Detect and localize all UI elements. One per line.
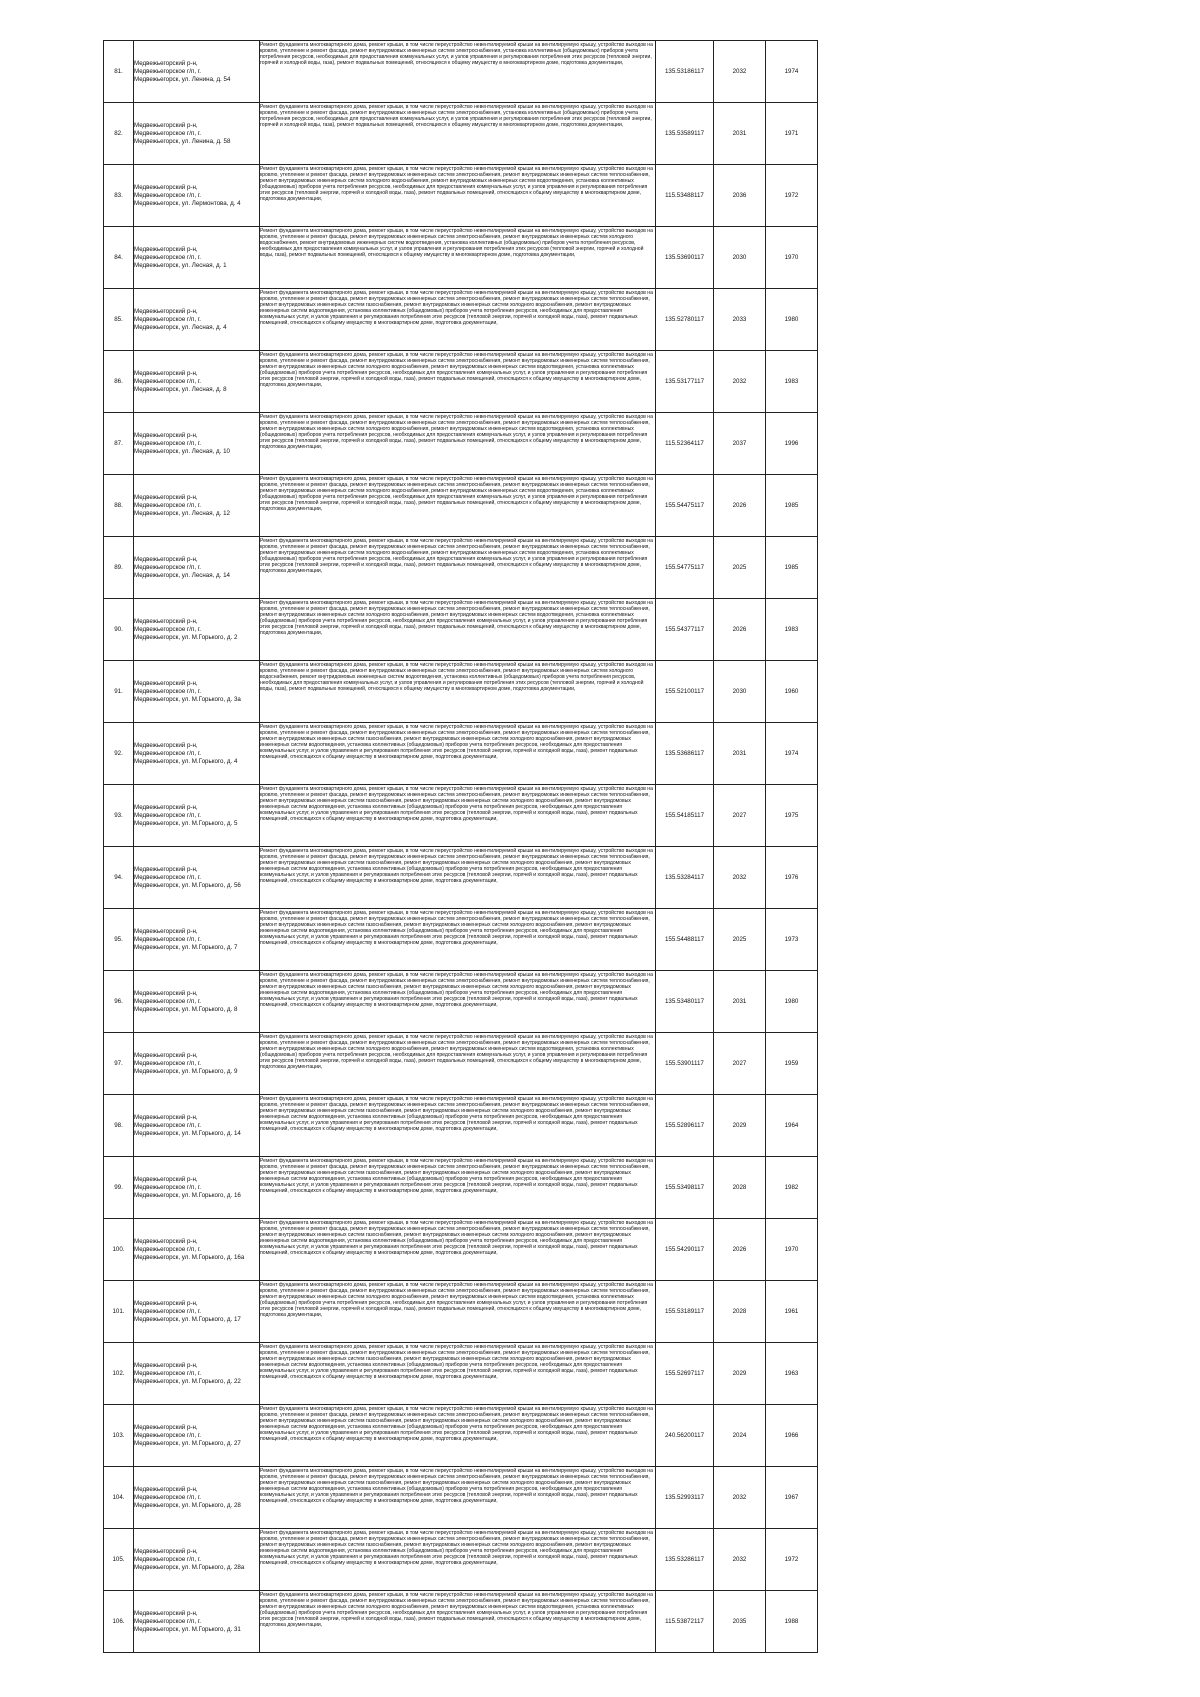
address-line: Медвежьегорск, ул. Лесная, д. 4 bbox=[134, 323, 227, 331]
table-row bbox=[104, 475, 818, 537]
address-line: Медвежьегорское г/п, г. bbox=[134, 1493, 201, 1501]
area-value: 135.53690117 bbox=[656, 227, 714, 289]
row-number: 101. bbox=[104, 1281, 134, 1343]
planned-year: 2031 bbox=[714, 723, 766, 785]
address-line: Медвежьегорское г/п, г. bbox=[134, 1369, 201, 1377]
build-year: 1983 bbox=[766, 599, 818, 661]
work-types-cell bbox=[260, 165, 656, 227]
planned-year: 2033 bbox=[714, 289, 766, 351]
row-number: 94. bbox=[104, 847, 134, 909]
build-year: 1980 bbox=[766, 289, 818, 351]
address-line: Медвежьегорск, ул. Лесная, д. 10 bbox=[134, 447, 230, 455]
address-line: Медвежьегорск, ул. М.Горького, д. 14 bbox=[134, 1129, 241, 1137]
address-line: Медвежьегорское г/п, г. bbox=[134, 563, 201, 571]
table-row bbox=[104, 41, 818, 103]
area-value: 155.52697117 bbox=[656, 1343, 714, 1405]
area-value: 155.54488117 bbox=[656, 909, 714, 971]
work-types-cell bbox=[260, 1157, 656, 1219]
address-cell bbox=[134, 1095, 260, 1157]
work-types-cell bbox=[260, 1591, 656, 1653]
table-row bbox=[104, 1033, 818, 1095]
address-cell bbox=[134, 227, 260, 289]
table-row bbox=[104, 165, 818, 227]
planned-year: 2027 bbox=[714, 785, 766, 847]
address-line: Медвежьегорское г/п, г. bbox=[134, 1059, 201, 1067]
address-line: Медвежьегорское г/п, г. bbox=[134, 1431, 201, 1439]
address-line: Медвежьегорское г/п, г. bbox=[134, 1245, 201, 1253]
address-line: Медвежьегорский р-н, bbox=[134, 59, 198, 67]
address-line: Медвежьегорское г/п, г. bbox=[134, 129, 201, 137]
build-year: 1983 bbox=[766, 351, 818, 413]
build-year: 1960 bbox=[766, 661, 818, 723]
row-number: 86. bbox=[104, 351, 134, 413]
row-number: 88. bbox=[104, 475, 134, 537]
area-value: 155.53901117 bbox=[656, 1033, 714, 1095]
row-number: 92. bbox=[104, 723, 134, 785]
planned-year: 2030 bbox=[714, 661, 766, 723]
address-cell bbox=[134, 785, 260, 847]
row-number: 84. bbox=[104, 227, 134, 289]
area-value: 240.56200117 bbox=[656, 1405, 714, 1467]
address-cell bbox=[134, 1529, 260, 1591]
table-row bbox=[104, 1591, 818, 1653]
planned-year: 2031 bbox=[714, 103, 766, 165]
address-cell bbox=[134, 1219, 260, 1281]
planned-year: 2028 bbox=[714, 1157, 766, 1219]
row-number: 103. bbox=[104, 1405, 134, 1467]
row-number: 96. bbox=[104, 971, 134, 1033]
work-types-cell bbox=[260, 1529, 656, 1591]
table-row bbox=[104, 413, 818, 475]
address-line: Медвежьегорский р-н, bbox=[134, 1113, 198, 1121]
row-number: 81. bbox=[104, 41, 134, 103]
build-year: 1974 bbox=[766, 41, 818, 103]
area-value: 155.52896117 bbox=[656, 1095, 714, 1157]
planned-year: 2032 bbox=[714, 1529, 766, 1591]
work-types-text: Ремонт фундамента многоквартирного дома, ремонт крыши, в том числе переустройство невентилируемой крыши на вентилируемую крышу, устройство выходов на кровлю, утепление и ремонт фасада, ремонт внутридомовых инженерных систем электроснабжения, ремонт внутридомовых инженерных систем теплоснабжения, ремонт внутридомовых инженерных систем холодного водоснабжения, ремонт внутридомовых инженерных систем водоотведения, установка коллективных (общедомовых) приборов учета потребления ресурсов, необходимых для предоставления коммунальных услуг, и узлов управления и регулирования потребления этих ресурсов (тепловой энергии, горячей и холодной воды, газа), ремонт подвальных помещений, относящихся к общему имуществу в многоквартирном доме, подготовка документации, bbox=[260, 1281, 653, 1319]
build-year: 1967 bbox=[766, 1467, 818, 1529]
planned-year: 2032 bbox=[714, 847, 766, 909]
build-year: 1980 bbox=[766, 971, 818, 1033]
address-cell bbox=[134, 1467, 260, 1529]
address-cell bbox=[134, 351, 260, 413]
table-row bbox=[104, 1219, 818, 1281]
address-line: Медвежьегорск, ул. М.Горького, д. 17 bbox=[134, 1315, 241, 1323]
build-year: 1966 bbox=[766, 1405, 818, 1467]
work-types-text: Ремонт фундамента многоквартирного дома, ремонт крыши, в том числе переустройство невентилируемой крыши на вентилируемую крышу, устройство выходов на кровлю, утепление и ремонт фасада, ремонт внутридомовых инженерных систем электроснабжения, ремонт внутридомовых инженерных систем теплоснабжения, ремонт внутридомовых инженерных систем газоснабжения, ремонт внутридомовых инженерных систем холодного водоснабжения, ремонт внутридомовых инженерных систем водоотведения, установка коллективных (общедомовых) приборов учета потребления ресурсов, необходимых для предоставления коммунальных услуг, и узлов управления и регулирования потребления этих ресурсов (тепловой энергии, горячей и холодной воды, газа), ремонт подвальных помещений, относящихся к общему имуществу в многоквартирном доме, подготовка документации, bbox=[260, 1219, 653, 1257]
planned-year: 2027 bbox=[714, 1033, 766, 1095]
address-line: Медвежьегорск, ул. М.Горького, д. 5 bbox=[134, 819, 238, 827]
table-row bbox=[104, 847, 818, 909]
planned-year: 2025 bbox=[714, 537, 766, 599]
row-number: 104. bbox=[104, 1467, 134, 1529]
work-types-text: Ремонт фундамента многоквартирного дома, ремонт крыши, в том числе переустройство невентилируемой крыши на вентилируемую крышу, устройство выходов на кровлю, утепление и ремонт фасада, ремонт внутридомовых инженерных систем электроснабжения, ремонт внутридомовых инженерных систем холодного водоснабжения, ремонт внутридомовых инженерных систем водоотведения, установка коллективных (общедомовых) приборов учета потребления ресурсов, необходимых для предоставления коммунальных услуг, и узлов управления и регулирования потребления этих ресурсов (тепловой энергии, горячей и холодной воды, газа), ремонт подвальных помещений, относящихся к общему имуществу в многоквартирном доме, подготовка документации, bbox=[260, 661, 653, 693]
work-types-text: Ремонт фундамента многоквартирного дома, ремонт крыши, в том числе переустройство невентилируемой крыши на вентилируемую крышу, устройство выходов на кровлю, утепление и ремонт фасада, ремонт внутридомовых инженерных систем электроснабжения, ремонт внутридомовых инженерных систем теплоснабжения, ремонт внутридомовых инженерных систем холодного водоснабжения, ремонт внутридомовых инженерных систем водоотведения, установка коллективных (общедомовых) приборов учета потребления ресурсов, необходимых для предоставления коммунальных услуг, и узлов управления и регулирования потребления этих ресурсов (тепловой энергии, горячей и холодной воды, газа), ремонт подвальных помещений, относящихся к общему имуществу в многоквартирном доме, подготовка документации, bbox=[260, 351, 653, 389]
work-types-text: Ремонт фундамента многоквартирного дома, ремонт крыши, в том числе переустройство невентилируемой крыши на вентилируемую крышу, устройство выходов на кровлю, утепление и ремонт фасада, ремонт внутридомовых инженерных систем электроснабжения, ремонт внутридомовых инженерных систем теплоснабжения, ремонт внутридомовых инженерных систем холодного водоснабжения, ремонт внутридомовых инженерных систем водоотведения, установка коллективных (общедомовых) приборов учета потребления ресурсов, необходимых для предоставления коммунальных услуг, и узлов управления и регулирования потребления этих ресурсов (тепловой энергии, горячей и холодной воды, газа), ремонт подвальных помещений, относящихся к общему имуществу в многоквартирном доме, подготовка документации, bbox=[260, 1033, 653, 1071]
area-value: 115.52364117 bbox=[656, 413, 714, 475]
address-cell bbox=[134, 1281, 260, 1343]
work-types-cell bbox=[260, 413, 656, 475]
address-line: Медвежьегорское г/п, г. bbox=[134, 67, 201, 75]
row-number: 93. bbox=[104, 785, 134, 847]
planned-year: 2036 bbox=[714, 165, 766, 227]
address-line: Медвежьегорский р-н, bbox=[134, 1299, 198, 1307]
address-line: Медвежьегорский р-н, bbox=[134, 741, 198, 749]
work-types-cell bbox=[260, 847, 656, 909]
work-types-text: Ремонт фундамента многоквартирного дома, ремонт крыши, в том числе переустройство невентилируемой крыши на вентилируемую крышу, устройство выходов на кровлю, утепление и ремонт фасада, ремонт внутридомовых инженерных систем электроснабжения, установка коллективных (общедомовых) приборов учета потребления ресурсов, необходимых для предоставления коммунальных услуг, и узлов управления и регулирования потребления этих ресурсов (тепловой энергии, горячей и холодной воды, газа), ремонт подвальных помещений, относящихся к общему имуществу в многоквартирном доме, подготовка документации, bbox=[260, 41, 653, 66]
work-types-text: Ремонт фундамента многоквартирного дома, ремонт крыши, в том числе переустройство невентилируемой крыши на вентилируемую крышу, устройство выходов на кровлю, утепление и ремонт фасада, ремонт внутридомовых инженерных систем электроснабжения, ремонт внутридомовых инженерных систем теплоснабжения, ремонт внутридомовых инженерных систем газоснабжения, ремонт внутридомовых инженерных систем холодного водоснабжения, ремонт внутридомовых инженерных систем водоотведения, установка коллективных (общедомовых) приборов учета потребления ресурсов, необходимых для предоставления коммунальных услуг, и узлов управления и регулирования потребления этих ресурсов (тепловой энергии, горячей и холодной воды, газа), ремонт подвальных помещений, относящихся к общему имуществу в многоквартирном доме, подготовка документации, bbox=[260, 289, 653, 327]
area-value: 135.53186117 bbox=[656, 41, 714, 103]
work-types-cell bbox=[260, 723, 656, 785]
build-year: 1985 bbox=[766, 475, 818, 537]
address-line: Медвежьегорское г/п, г. bbox=[134, 439, 201, 447]
area-value: 155.53498117 bbox=[656, 1157, 714, 1219]
work-types-text: Ремонт фундамента многоквартирного дома, ремонт крыши, в том числе переустройство невентилируемой крыши на вентилируемую крышу, устройство выходов на кровлю, утепление и ремонт фасада, ремонт внутридомовых инженерных систем электроснабжения, ремонт внутридомовых инженерных систем теплоснабжения, ремонт внутридомовых инженерных систем газоснабжения, ремонт внутридомовых инженерных систем холодного водоснабжения, ремонт внутридомовых инженерных систем водоотведения, установка коллективных (общедомовых) приборов учета потребления ресурсов, необходимых для предоставления коммунальных услуг, и узлов управления и регулирования потребления этих ресурсов (тепловой энергии, горячей и холодной воды, газа), ремонт подвальных помещений, относящихся к общему имуществу в многоквартирном доме, подготовка документации, bbox=[260, 1467, 653, 1505]
build-year: 1970 bbox=[766, 227, 818, 289]
table-row bbox=[104, 103, 818, 165]
address-line: Медвежьегорский р-н, bbox=[134, 121, 198, 129]
address-line: Медвежьегорский р-н, bbox=[134, 245, 198, 253]
address-line: Медвежьегорск, ул. М.Горького, д. 56 bbox=[134, 881, 241, 889]
address-line: Медвежьегорский р-н, bbox=[134, 1175, 198, 1183]
build-year: 1961 bbox=[766, 1281, 818, 1343]
table-row bbox=[104, 599, 818, 661]
address-line: Медвежьегорский р-н, bbox=[134, 555, 198, 563]
address-cell bbox=[134, 1033, 260, 1095]
address-line: Медвежьегорское г/п, г. bbox=[134, 997, 201, 1005]
address-line: Медвежьегорск, ул. М.Горького, д. 16 bbox=[134, 1191, 241, 1199]
address-cell bbox=[134, 847, 260, 909]
row-number: 90. bbox=[104, 599, 134, 661]
table-row bbox=[104, 1095, 818, 1157]
work-types-cell bbox=[260, 537, 656, 599]
repair-program-table bbox=[103, 40, 818, 1653]
address-cell bbox=[134, 289, 260, 351]
area-value: 155.54775117 bbox=[656, 537, 714, 599]
work-types-cell bbox=[260, 599, 656, 661]
address-cell bbox=[134, 971, 260, 1033]
work-types-text: Ремонт фундамента многоквартирного дома, ремонт крыши, в том числе переустройство невентилируемой крыши на вентилируемую крышу, устройство выходов на кровлю, утепление и ремонт фасада, ремонт внутридомовых инженерных систем электроснабжения, ремонт внутридомовых инженерных систем теплоснабжения, ремонт внутридомовых инженерных систем газоснабжения, ремонт внутридомовых инженерных систем холодного водоснабжения, ремонт внутридомовых инженерных систем водоотведения, установка коллективных (общедомовых) приборов учета потребления ресурсов, необходимых для предоставления коммунальных услуг, и узлов управления и регулирования потребления этих ресурсов (тепловой энергии, горячей и холодной воды, газа), ремонт подвальных помещений, относящихся к общему имуществу в многоквартирном доме, подготовка документации, bbox=[260, 1529, 653, 1567]
address-line: Медвежьегорский р-н, bbox=[134, 183, 198, 191]
table-row bbox=[104, 1281, 818, 1343]
row-number: 99. bbox=[104, 1157, 134, 1219]
address-cell bbox=[134, 1343, 260, 1405]
work-types-cell bbox=[260, 971, 656, 1033]
planned-year: 2024 bbox=[714, 1405, 766, 1467]
work-types-text: Ремонт фундамента многоквартирного дома, ремонт крыши, в том числе переустройство невентилируемой крыши на вентилируемую крышу, устройство выходов на кровлю, утепление и ремонт фасада, ремонт внутридомовых инженерных систем электроснабжения, ремонт внутридомовых инженерных систем холодного водоснабжения, ремонт внутридомовых инженерных систем водоотведения, установка коллективных (общедомовых) приборов учета потребления ресурсов, необходимых для предоставления коммунальных услуг, и узлов управления и регулирования потребления этих ресурсов (тепловой энергии, горячей и холодной воды, газа), ремонт подвальных помещений, относящихся к общему имуществу в многоквартирном доме, подготовка документации, bbox=[260, 227, 653, 259]
table-row bbox=[104, 289, 818, 351]
planned-year: 2037 bbox=[714, 413, 766, 475]
address-cell bbox=[134, 103, 260, 165]
work-types-text: Ремонт фундамента многоквартирного дома, ремонт крыши, в том числе переустройство невентилируемой крыши на вентилируемую крышу, устройство выходов на кровлю, утепление и ремонт фасада, ремонт внутридомовых инженерных систем электроснабжения, ремонт внутридомовых инженерных систем теплоснабжения, ремонт внутридомовых инженерных систем газоснабжения, ремонт внутридомовых инженерных систем холодного водоснабжения, ремонт внутридомовых инженерных систем водоотведения, установка коллективных (общедомовых) приборов учета потребления ресурсов, необходимых для предоставления коммунальных услуг, и узлов управления и регулирования потребления этих ресурсов (тепловой энергии, горячей и холодной воды, газа), ремонт подвальных помещений, относящихся к общему имуществу в многоквартирном доме, подготовка документации, bbox=[260, 847, 653, 885]
address-cell bbox=[134, 1157, 260, 1219]
planned-year: 2032 bbox=[714, 1467, 766, 1529]
area-value: 135.53177117 bbox=[656, 351, 714, 413]
table-row bbox=[104, 785, 818, 847]
address-line: Медвежьегорский р-н, bbox=[134, 493, 198, 501]
table-row bbox=[104, 537, 818, 599]
address-line: Медвежьегорское г/п, г. bbox=[134, 625, 201, 633]
planned-year: 2026 bbox=[714, 475, 766, 537]
work-types-cell bbox=[260, 41, 656, 103]
planned-year: 2026 bbox=[714, 599, 766, 661]
work-types-text: Ремонт фундамента многоквартирного дома, ремонт крыши, в том числе переустройство невентилируемой крыши на вентилируемую крышу, устройство выходов на кровлю, утепление и ремонт фасада, ремонт внутридомовых инженерных систем электроснабжения, ремонт внутридомовых инженерных систем теплоснабжения, ремонт внутридомовых инженерных систем газоснабжения, ремонт внутридомовых инженерных систем холодного водоснабжения, ремонт внутридомовых инженерных систем водоотведения, установка коллективных (общедомовых) приборов учета потребления ресурсов, необходимых для предоставления коммунальных услуг, и узлов управления и регулирования потребления этих ресурсов (тепловой энергии, горячей и холодной воды, газа), ремонт подвальных помещений, относящихся к общему имуществу в многоквартирном доме, подготовка документации, bbox=[260, 1405, 653, 1443]
work-types-cell bbox=[260, 289, 656, 351]
work-types-text: Ремонт фундамента многоквартирного дома, ремонт крыши, в том числе переустройство невентилируемой крыши на вентилируемую крышу, устройство выходов на кровлю, утепление и ремонт фасада, ремонт внутридомовых инженерных систем электроснабжения, ремонт внутридомовых инженерных систем теплоснабжения, ремонт внутридомовых инженерных систем холодного водоснабжения, ремонт внутридомовых инженерных систем водоотведения, установка коллективных (общедомовых) приборов учета потребления ресурсов, необходимых для предоставления коммунальных услуг, и узлов управления и регулирования потребления этих ресурсов (тепловой энергии, горячей и холодной воды, газа), ремонт подвальных помещений, относящихся к общему имуществу в многоквартирном доме, подготовка документации, bbox=[260, 537, 653, 575]
address-cell bbox=[134, 909, 260, 971]
area-value: 155.54185117 bbox=[656, 785, 714, 847]
planned-year: 2032 bbox=[714, 41, 766, 103]
build-year: 1974 bbox=[766, 723, 818, 785]
row-number: 102. bbox=[104, 1343, 134, 1405]
address-line: Медвежьегорск, ул. Лесная, д. 14 bbox=[134, 571, 230, 579]
address-line: Медвежьегорск, ул. М.Горького, д. 4 bbox=[134, 757, 238, 765]
address-line: Медвежьегорский р-н, bbox=[134, 431, 198, 439]
work-types-cell bbox=[260, 227, 656, 289]
address-line: Медвежьегорское г/п, г. bbox=[134, 935, 201, 943]
row-number: 89. bbox=[104, 537, 134, 599]
address-line: Медвежьегорский р-н, bbox=[134, 617, 198, 625]
address-line: Медвежьегорский р-н, bbox=[134, 989, 198, 997]
row-number: 82. bbox=[104, 103, 134, 165]
row-number: 95. bbox=[104, 909, 134, 971]
address-line: Медвежьегорский р-н, bbox=[134, 369, 198, 377]
address-cell bbox=[134, 413, 260, 475]
address-line: Медвежьегорск, ул. М.Горького, д. 27 bbox=[134, 1439, 241, 1447]
work-types-cell bbox=[260, 1405, 656, 1467]
build-year: 1982 bbox=[766, 1157, 818, 1219]
work-types-cell bbox=[260, 909, 656, 971]
address-cell bbox=[134, 165, 260, 227]
address-line: Медвежьегорское г/п, г. bbox=[134, 687, 201, 695]
row-number: 83. bbox=[104, 165, 134, 227]
area-value: 135.53284117 bbox=[656, 847, 714, 909]
build-year: 1971 bbox=[766, 103, 818, 165]
row-number: 97. bbox=[104, 1033, 134, 1095]
area-value: 155.54290117 bbox=[656, 1219, 714, 1281]
address-line: Медвежьегорск, ул. М.Горького, д. 16а bbox=[134, 1253, 245, 1261]
build-year: 1988 bbox=[766, 1591, 818, 1653]
work-types-cell bbox=[260, 1219, 656, 1281]
address-line: Медвежьегорский р-н, bbox=[134, 865, 198, 873]
work-types-text: Ремонт фундамента многоквартирного дома, ремонт крыши, в том числе переустройство невентилируемой крыши на вентилируемую крышу, устройство выходов на кровлю, утепление и ремонт фасада, ремонт внутридомовых инженерных систем электроснабжения, ремонт внутридомовых инженерных систем теплоснабжения, ремонт внутридомовых инженерных систем газоснабжения, ремонт внутридомовых инженерных систем холодного водоснабжения, ремонт внутридомовых инженерных систем водоотведения, установка коллективных (общедомовых) приборов учета потребления ресурсов, необходимых для предоставления коммунальных услуг, и узлов управления и регулирования потребления этих ресурсов (тепловой энергии, горячей и холодной воды, газа), ремонт подвальных помещений, относящихся к общему имуществу в многоквартирном доме, подготовка документации, bbox=[260, 785, 653, 823]
address-line: Медвежьегорское г/п, г. bbox=[134, 501, 201, 509]
table-row bbox=[104, 661, 818, 723]
address-line: Медвежьегорский р-н, bbox=[134, 1609, 198, 1617]
area-value: 135.53286117 bbox=[656, 1529, 714, 1591]
work-types-text: Ремонт фундамента многоквартирного дома, ремонт крыши, в том числе переустройство невентилируемой крыши на вентилируемую крышу, устройство выходов на кровлю, утепление и ремонт фасада, ремонт внутридомовых инженерных систем электроснабжения, установка коллективных (общедомовых) приборов учета потребления ресурсов, необходимых для предоставления коммунальных услуг, и узлов управления и регулирования потребления этих ресурсов (тепловой энергии, горячей и холодной воды, газа), ремонт подвальных помещений, относящихся к общему имуществу в многоквартирном доме, подготовка документации, bbox=[260, 103, 653, 128]
build-year: 1970 bbox=[766, 1219, 818, 1281]
address-line: Медвежьегорский р-н, bbox=[134, 1051, 198, 1059]
address-line: Медвежьегорское г/п, г. bbox=[134, 315, 201, 323]
work-types-text: Ремонт фундамента многоквартирного дома, ремонт крыши, в том числе переустройство невентилируемой крыши на вентилируемую крышу, устройство выходов на кровлю, утепление и ремонт фасада, ремонт внутридомовых инженерных систем электроснабжения, ремонт внутридомовых инженерных систем теплоснабжения, ремонт внутридомовых инженерных систем холодного водоснабжения, ремонт внутридомовых инженерных систем водоотведения, установка коллективных (общедомовых) приборов учета потребления ресурсов, необходимых для предоставления коммунальных услуг, и узлов управления и регулирования потребления этих ресурсов (тепловой энергии, горячей и холодной воды, газа), ремонт подвальных помещений, относящихся к общему имуществу в многоквартирном доме, подготовка документации, bbox=[260, 599, 653, 637]
area-value: 155.53189117 bbox=[656, 1281, 714, 1343]
area-value: 135.53480117 bbox=[656, 971, 714, 1033]
address-line: Медвежьегорск, ул. Лермонтова, д. 4 bbox=[134, 199, 241, 207]
address-line: Медвежьегорск, ул. М.Горького, д. 28а bbox=[134, 1563, 245, 1571]
table-row bbox=[104, 1529, 818, 1591]
area-value: 115.53488117 bbox=[656, 165, 714, 227]
area-value: 115.53872117 bbox=[656, 1591, 714, 1653]
row-number: 105. bbox=[104, 1529, 134, 1591]
work-types-cell bbox=[260, 103, 656, 165]
build-year: 1964 bbox=[766, 1095, 818, 1157]
planned-year: 2026 bbox=[714, 1219, 766, 1281]
work-types-cell bbox=[260, 1467, 656, 1529]
work-types-text: Ремонт фундамента многоквартирного дома, ремонт крыши, в том числе переустройство невентилируемой крыши на вентилируемую крышу, устройство выходов на кровлю, утепление и ремонт фасада, ремонт внутридомовых инженерных систем электроснабжения, ремонт внутридомовых инженерных систем теплоснабжения, ремонт внутридомовых инженерных систем газоснабжения, ремонт внутридомовых инженерных систем холодного водоснабжения, ремонт внутридомовых инженерных систем водоотведения, установка коллективных (общедомовых) приборов учета потребления ресурсов, необходимых для предоставления коммунальных услуг, и узлов управления и регулирования потребления этих ресурсов (тепловой энергии, горячей и холодной воды, газа), ремонт подвальных помещений, относящихся к общему имуществу в многоквартирном доме, подготовка документации, bbox=[260, 1343, 653, 1381]
address-cell bbox=[134, 41, 260, 103]
row-number: 106. bbox=[104, 1591, 134, 1653]
address-line: Медвежьегорский р-н, bbox=[134, 1547, 198, 1555]
row-number: 85. bbox=[104, 289, 134, 351]
address-line: Медвежьегорск, ул. М.Горького, д. 31 bbox=[134, 1625, 241, 1633]
address-line: Медвежьегорское г/п, г. bbox=[134, 191, 201, 199]
address-line: Медвежьегорский р-н, bbox=[134, 927, 198, 935]
address-line: Медвежьегорское г/п, г. bbox=[134, 1121, 201, 1129]
build-year: 1996 bbox=[766, 413, 818, 475]
address-cell bbox=[134, 599, 260, 661]
work-types-text: Ремонт фундамента многоквартирного дома, ремонт крыши, в том числе переустройство невентилируемой крыши на вентилируемую крышу, устройство выходов на кровлю, утепление и ремонт фасада, ремонт внутридомовых инженерных систем электроснабжения, ремонт внутридомовых инженерных систем теплоснабжения, ремонт внутридомовых инженерных систем газоснабжения, ремонт внутридомовых инженерных систем холодного водоснабжения, ремонт внутридомовых инженерных систем водоотведения, установка коллективных (общедомовых) приборов учета потребления ресурсов, необходимых для предоставления коммунальных услуг, и узлов управления и регулирования потребления этих ресурсов (тепловой энергии, горячей и холодной воды, газа), ремонт подвальных помещений, относящихся к общему имуществу в многоквартирном доме, подготовка документации, bbox=[260, 909, 653, 947]
work-types-cell bbox=[260, 1033, 656, 1095]
build-year: 1973 bbox=[766, 909, 818, 971]
table-row bbox=[104, 723, 818, 785]
build-year: 1963 bbox=[766, 1343, 818, 1405]
address-cell bbox=[134, 1405, 260, 1467]
address-line: Медвежьегорск, ул. Лесная, д. 8 bbox=[134, 385, 227, 393]
address-cell bbox=[134, 475, 260, 537]
address-line: Медвежьегорск, ул. М.Горького, д. 28 bbox=[134, 1501, 241, 1509]
address-line: Медвежьегорский р-н, bbox=[134, 307, 198, 315]
planned-year: 2031 bbox=[714, 971, 766, 1033]
work-types-cell bbox=[260, 351, 656, 413]
work-types-text: Ремонт фундамента многоквартирного дома, ремонт крыши, в том числе переустройство невентилируемой крыши на вентилируемую крышу, устройство выходов на кровлю, утепление и ремонт фасада, ремонт внутридомовых инженерных систем электроснабжения, ремонт внутридомовых инженерных систем теплоснабжения, ремонт внутридомовых инженерных систем газоснабжения, ремонт внутридомовых инженерных систем холодного водоснабжения, ремонт внутридомовых инженерных систем водоотведения, установка коллективных (общедомовых) приборов учета потребления ресурсов, необходимых для предоставления коммунальных услуг, и узлов управления и регулирования потребления этих ресурсов (тепловой энергии, горячей и холодной воды, газа), ремонт подвальных помещений, относящихся к общему имуществу в многоквартирном доме, подготовка документации, bbox=[260, 971, 653, 1009]
address-line: Медвежьегорский р-н, bbox=[134, 1237, 198, 1245]
build-year: 1985 bbox=[766, 537, 818, 599]
work-types-text: Ремонт фундамента многоквартирного дома, ремонт крыши, в том числе переустройство невентилируемой крыши на вентилируемую крышу, устройство выходов на кровлю, утепление и ремонт фасада, ремонт внутридомовых инженерных систем электроснабжения, ремонт внутридомовых инженерных систем теплоснабжения, ремонт внутридомовых инженерных систем газоснабжения, ремонт внутридомовых инженерных систем холодного водоснабжения, ремонт внутридомовых инженерных систем водоотведения, установка коллективных (общедомовых) приборов учета потребления ресурсов, необходимых для предоставления коммунальных услуг, и узлов управления и регулирования потребления этих ресурсов (тепловой энергии, горячей и холодной воды, газа), ремонт подвальных помещений, относящихся к общему имуществу в многоквартирном доме, подготовка документации, bbox=[260, 1095, 653, 1133]
work-types-text: Ремонт фундамента многоквартирного дома, ремонт крыши, в том числе переустройство невентилируемой крыши на вентилируемую крышу, устройство выходов на кровлю, утепление и ремонт фасада, ремонт внутридомовых инженерных систем электроснабжения, ремонт внутридомовых инженерных систем теплоснабжения, ремонт внутридомовых инженерных систем газоснабжения, ремонт внутридомовых инженерных систем холодного водоснабжения, ремонт внутридомовых инженерных систем водоотведения, установка коллективных (общедомовых) приборов учета потребления ресурсов, необходимых для предоставления коммунальных услуг, и узлов управления и регулирования потребления этих ресурсов (тепловой энергии, горячей и холодной воды, газа), ремонт подвальных помещений, относящихся к общему имуществу в многоквартирном доме, подготовка документации, bbox=[260, 723, 653, 761]
table-row bbox=[104, 1157, 818, 1219]
work-types-text: Ремонт фундамента многоквартирного дома, ремонт крыши, в том числе переустройство невентилируемой крыши на вентилируемую крышу, устройство выходов на кровлю, утепление и ремонт фасада, ремонт внутридомовых инженерных систем электроснабжения, ремонт внутридомовых инженерных систем теплоснабжения, ремонт внутридомовых инженерных систем холодного водоснабжения, ремонт внутридомовых инженерных систем водоотведения, установка коллективных (общедомовых) приборов учета потребления ресурсов, необходимых для предоставления коммунальных услуг, и узлов управления и регулирования потребления этих ресурсов (тепловой энергии, горячей и холодной воды, газа), ремонт подвальных помещений, относящихся к общему имуществу в многоквартирном доме, подготовка документации, bbox=[260, 1591, 653, 1629]
address-line: Медвежьегорский р-н, bbox=[134, 679, 198, 687]
area-value: 155.52100117 bbox=[656, 661, 714, 723]
row-number: 87. bbox=[104, 413, 134, 475]
address-line: Медвежьегорское г/п, г. bbox=[134, 253, 201, 261]
area-value: 135.52780117 bbox=[656, 289, 714, 351]
row-number: 100. bbox=[104, 1219, 134, 1281]
planned-year: 2029 bbox=[714, 1343, 766, 1405]
table-row bbox=[104, 909, 818, 971]
address-line: Медвежьегорское г/п, г. bbox=[134, 1307, 201, 1315]
work-types-cell bbox=[260, 1095, 656, 1157]
work-types-text: Ремонт фундамента многоквартирного дома, ремонт крыши, в том числе переустройство невентилируемой крыши на вентилируемую крышу, устройство выходов на кровлю, утепление и ремонт фасада, ремонт внутридомовых инженерных систем электроснабжения, ремонт внутридомовых инженерных систем теплоснабжения, ремонт внутридомовых инженерных систем газоснабжения, ремонт внутридомовых инженерных систем холодного водоснабжения, ремонт внутридомовых инженерных систем водоотведения, установка коллективных (общедомовых) приборов учета потребления ресурсов, необходимых для предоставления коммунальных услуг, и узлов управления и регулирования потребления этих ресурсов (тепловой энергии, горячей и холодной воды, газа), ремонт подвальных помещений, относящихся к общему имуществу в многоквартирном доме, подготовка документации, bbox=[260, 1157, 653, 1195]
work-types-cell bbox=[260, 475, 656, 537]
table-body bbox=[104, 41, 818, 1653]
table-row bbox=[104, 227, 818, 289]
address-line: Медвежьегорское г/п, г. bbox=[134, 749, 201, 757]
work-types-cell bbox=[260, 661, 656, 723]
build-year: 1972 bbox=[766, 165, 818, 227]
address-line: Медвежьегорское г/п, г. bbox=[134, 1617, 201, 1625]
work-types-cell bbox=[260, 785, 656, 847]
build-year: 1976 bbox=[766, 847, 818, 909]
work-types-text: Ремонт фундамента многоквартирного дома, ремонт крыши, в том числе переустройство невентилируемой крыши на вентилируемую крышу, устройство выходов на кровлю, утепление и ремонт фасада, ремонт внутридомовых инженерных систем электроснабжения, ремонт внутридомовых инженерных систем теплоснабжения, ремонт внутридомовых инженерных систем холодного водоснабжения, ремонт внутридомовых инженерных систем водоотведения, установка коллективных (общедомовых) приборов учета потребления ресурсов, необходимых для предоставления коммунальных услуг, и узлов управления и регулирования потребления этих ресурсов (тепловой энергии, горячей и холодной воды, газа), ремонт подвальных помещений, относящихся к общему имуществу в многоквартирном доме, подготовка документации, bbox=[260, 165, 653, 203]
address-line: Медвежьегорск, ул. М.Горького, д. 3а bbox=[134, 695, 241, 703]
address-line: Медвежьегорск, ул. Ленина, д. 54 bbox=[134, 75, 231, 83]
address-cell bbox=[134, 723, 260, 785]
address-line: Медвежьегорск, ул. М.Горького, д. 7 bbox=[134, 943, 238, 951]
build-year: 1959 bbox=[766, 1033, 818, 1095]
table-row bbox=[104, 971, 818, 1033]
address-line: Медвежьегорское г/п, г. bbox=[134, 1555, 201, 1563]
planned-year: 2029 bbox=[714, 1095, 766, 1157]
address-line: Медвежьегорск, ул. Лесная, д. 12 bbox=[134, 509, 230, 517]
address-line: Медвежьегорск, ул. Лесная, д. 1 bbox=[134, 261, 227, 269]
area-value: 155.54377117 bbox=[656, 599, 714, 661]
planned-year: 2028 bbox=[714, 1281, 766, 1343]
row-number: 91. bbox=[104, 661, 134, 723]
area-value: 135.52993117 bbox=[656, 1467, 714, 1529]
address-line: Медвежьегорск, ул. М.Горького, д. 9 bbox=[134, 1067, 238, 1075]
planned-year: 2032 bbox=[714, 351, 766, 413]
work-types-cell bbox=[260, 1281, 656, 1343]
address-cell bbox=[134, 1591, 260, 1653]
area-value: 135.53589117 bbox=[656, 103, 714, 165]
table-row bbox=[104, 1405, 818, 1467]
address-line: Медвежьегорск, ул. М.Горького, д. 22 bbox=[134, 1377, 241, 1385]
planned-year: 2030 bbox=[714, 227, 766, 289]
row-number: 98. bbox=[104, 1095, 134, 1157]
address-line: Медвежьегорское г/п, г. bbox=[134, 377, 201, 385]
table-row bbox=[104, 1467, 818, 1529]
table-row bbox=[104, 351, 818, 413]
table-row bbox=[104, 1343, 818, 1405]
work-types-cell bbox=[260, 1343, 656, 1405]
work-types-text: Ремонт фундамента многоквартирного дома, ремонт крыши, в том числе переустройство невентилируемой крыши на вентилируемую крышу, устройство выходов на кровлю, утепление и ремонт фасада, ремонт внутридомовых инженерных систем электроснабжения, ремонт внутридомовых инженерных систем теплоснабжения, ремонт внутридомовых инженерных систем холодного водоснабжения, ремонт внутридомовых инженерных систем водоотведения, установка коллективных (общедомовых) приборов учета потребления ресурсов, необходимых для предоставления коммунальных услуг, и узлов управления и регулирования потребления этих ресурсов (тепловой энергии, горячей и холодной воды, газа), ремонт подвальных помещений, относящихся к общему имуществу в многоквартирном доме, подготовка документации, bbox=[260, 413, 653, 451]
address-line: Медвежьегорское г/п, г. bbox=[134, 873, 201, 881]
address-line: Медвежьегорский р-н, bbox=[134, 1423, 198, 1431]
address-line: Медвежьегорск, ул. М.Горького, д. 2 bbox=[134, 633, 238, 641]
address-line: Медвежьегорский р-н, bbox=[134, 803, 198, 811]
address-cell bbox=[134, 661, 260, 723]
address-line: Медвежьегорский р-н, bbox=[134, 1361, 198, 1369]
address-line: Медвежьегорский р-н, bbox=[134, 1485, 198, 1493]
address-cell bbox=[134, 537, 260, 599]
build-year: 1975 bbox=[766, 785, 818, 847]
build-year: 1972 bbox=[766, 1529, 818, 1591]
area-value: 155.54475117 bbox=[656, 475, 714, 537]
address-line: Медвежьегорск, ул. М.Горького, д. 8 bbox=[134, 1005, 238, 1013]
address-line: Медвежьегорск, ул. Ленина, д. 58 bbox=[134, 137, 231, 145]
address-line: Медвежьегорское г/п, г. bbox=[134, 811, 201, 819]
planned-year: 2035 bbox=[714, 1591, 766, 1653]
work-types-text: Ремонт фундамента многоквартирного дома, ремонт крыши, в том числе переустройство невентилируемой крыши на вентилируемую крышу, устройство выходов на кровлю, утепление и ремонт фасада, ремонт внутридомовых инженерных систем электроснабжения, ремонт внутридомовых инженерных систем теплоснабжения, ремонт внутридомовых инженерных систем холодного водоснабжения, ремонт внутридомовых инженерных систем водоотведения, установка коллективных (общедомовых) приборов учета потребления ресурсов, необходимых для предоставления коммунальных услуг, и узлов управления и регулирования потребления этих ресурсов (тепловой энергии, горячей и холодной воды, газа), ремонт подвальных помещений, относящихся к общему имуществу в многоквартирном доме, подготовка документации, bbox=[260, 475, 653, 513]
area-value: 135.53686117 bbox=[656, 723, 714, 785]
address-line: Медвежьегорское г/п, г. bbox=[134, 1183, 201, 1191]
planned-year: 2025 bbox=[714, 909, 766, 971]
